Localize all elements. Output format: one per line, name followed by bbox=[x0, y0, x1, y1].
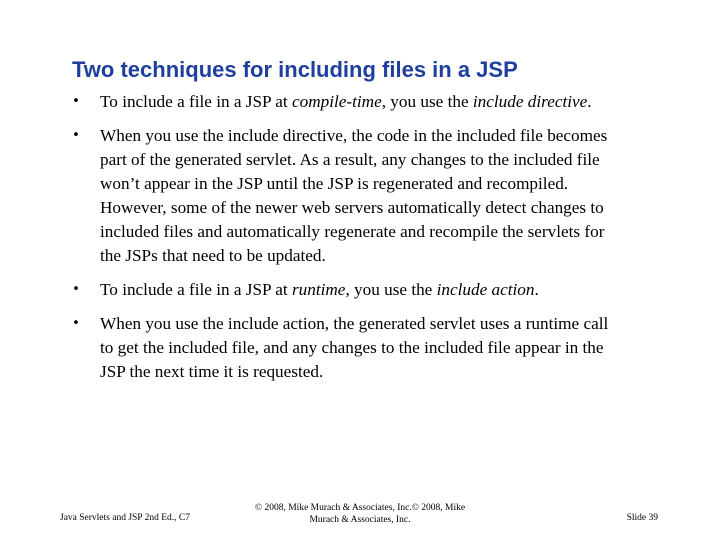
footer-slide-number: Slide 39 bbox=[626, 513, 658, 523]
emphasis-compile-time: compile-time bbox=[291, 92, 382, 111]
bullet-dot-icon: • bbox=[72, 128, 80, 143]
emphasis-runtime: runtime bbox=[291, 280, 346, 299]
bullet-text: To include a file in a JSP at runtime, you use the include action. bbox=[100, 280, 539, 299]
footer-book-title: Java Servlets and JSP 2nd Ed., C7 bbox=[60, 513, 191, 523]
bullet-text: When you use the include directive, the code in the included file becomes part of the generated servlet. As a result, any changes to the included file won’t appear in the JSP until the JSP is regenerated and recompiled. However, some of the newer web servers automatically detect changes to included files and automatically regenerate and recompile the servlets for the JSPs that need to be updated. bbox=[100, 126, 608, 265]
bullet-list bbox=[64, 90, 624, 384]
bullet-item-compile-time bbox=[64, 90, 624, 114]
bullet-dot-icon: • bbox=[72, 316, 80, 331]
bullet-item-directive-details bbox=[64, 124, 624, 268]
bullet-text: When you use the include action, the generated servlet uses a runtime call to get the included file, and any changes to the included file appear in the JSP the next time it is requested. bbox=[100, 314, 609, 381]
bullet-item-action-details bbox=[64, 312, 624, 384]
slide-title: Two techniques for including files in a JSP bbox=[72, 57, 518, 82]
emphasis-include-directive: include directive bbox=[472, 92, 588, 111]
bullet-dot-icon: • bbox=[72, 94, 80, 109]
bullet-item-runtime bbox=[64, 278, 624, 302]
bullet-dot-icon: • bbox=[72, 282, 80, 297]
footer-copyright: © 2008, Mike Murach & Associates, Inc.© 2008, Mike Murach & Associates, Inc. bbox=[254, 503, 466, 525]
emphasis-include-action: include action bbox=[436, 280, 535, 299]
bullet-text: To include a file in a JSP at compile-time, you use the include directive. bbox=[100, 92, 592, 111]
